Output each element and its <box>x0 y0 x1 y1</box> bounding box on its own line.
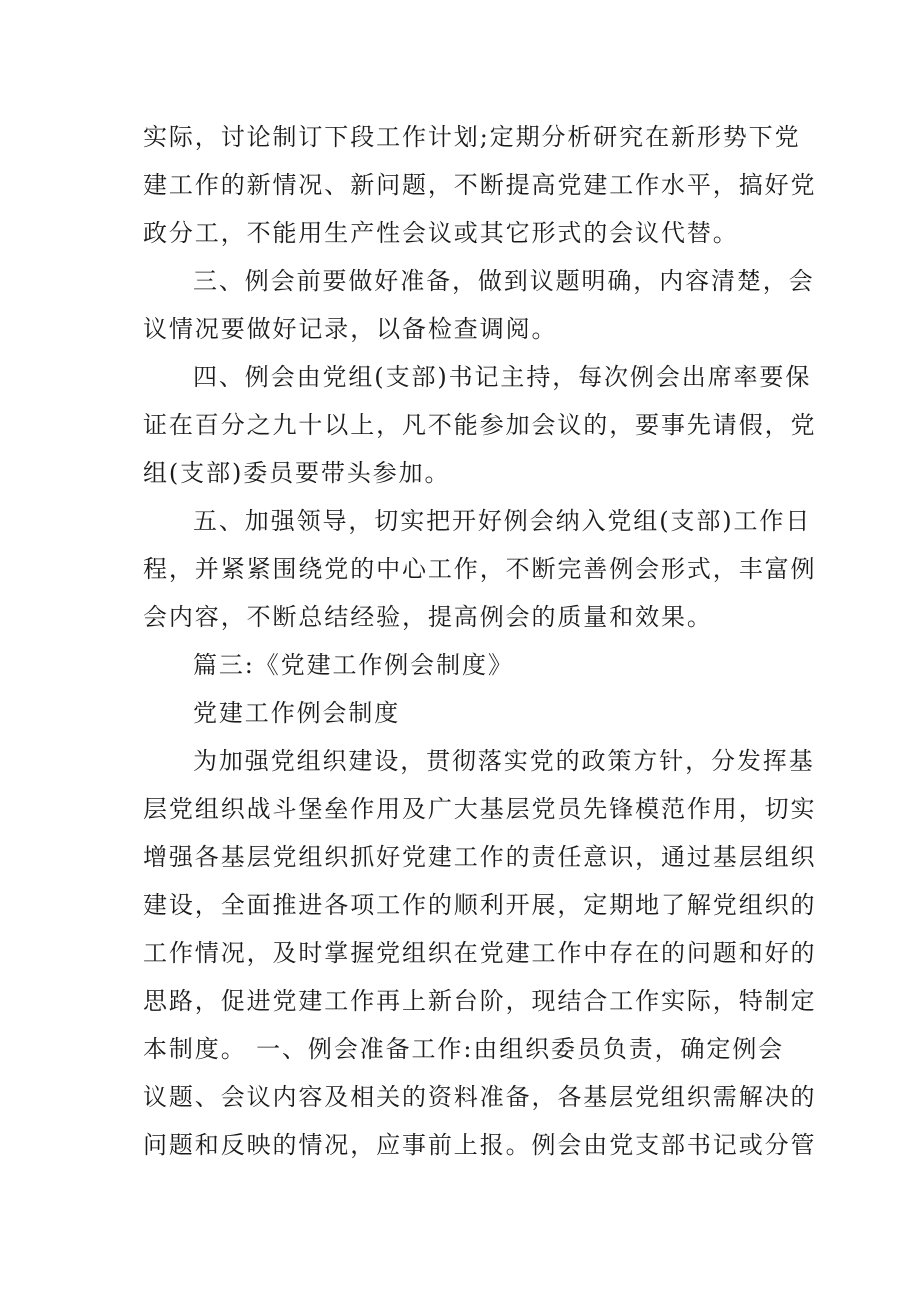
document-title: 党建工作例会制度 <box>193 699 401 727</box>
text-line: 增强各基层党组织抓好党建工作的责任意识，通过基层组织 <box>143 843 817 871</box>
paragraph-four-start: 四、例会由党组(支部)书记主持，每次例会出席率要保 <box>193 363 812 391</box>
text-line: 组(支部)委员要带头参加。 <box>143 459 451 487</box>
text-line: 问题和反映的情况，应事前上报。例会由党支部书记或分管 <box>143 1131 817 1159</box>
text-line: 建设，全面推进各项工作的顺利开展，定期地了解党组织的 <box>143 891 817 919</box>
text-line: 政分工，不能用生产性会议或其它形式的会议代替。 <box>143 219 739 247</box>
text-line: 本制度。 一、例会准备工作:由组织委员负责，确定例会 <box>143 1035 785 1063</box>
paragraph-five-start: 五、加强领导，切实把开好例会纳入党组(支部)工作日 <box>193 507 812 535</box>
paragraph-three-start: 三、例会前要做好准备，做到议题明确，内容清楚，会 <box>193 267 815 295</box>
intro-paragraph-start: 为加强党组织建设，贯彻落实党的政策方针，分发挥基 <box>193 747 815 775</box>
text-line: 证在百分之九十以上，凡不能参加会议的，要事先请假，党 <box>143 411 817 439</box>
text-line: 工作情况，及时掌握党组织在党建工作中存在的问题和好的 <box>143 939 817 967</box>
text-line: 程，并紧紧围绕党的中心工作，不断完善例会形式，丰富例 <box>143 555 817 583</box>
document-body <box>143 113 817 1169</box>
text-line: 层党组织战斗堡垒作用及广大基层党员先锋模范作用，切实 <box>143 795 817 823</box>
text-line: 会内容，不断总结经验，提高例会的质量和效果。 <box>143 603 713 631</box>
text-line: 思路，促进党建工作再上新台阶，现结合工作实际，特制定 <box>143 987 817 1015</box>
section-heading: 篇三:《党建工作例会制度》 <box>193 651 514 679</box>
text-line: 建工作的新情况、新问题，不断提高党建工作水平，搞好党 <box>143 171 817 199</box>
text-line: 议题、会议内容及相关的资料准备，各基层党组织需解决的 <box>143 1083 817 1111</box>
text-line: 议情况要做好记录，以备检查调阅。 <box>143 315 558 343</box>
text-line: 实际，讨论制订下段工作计划;定期分析研究在新形势下党 <box>143 123 801 151</box>
